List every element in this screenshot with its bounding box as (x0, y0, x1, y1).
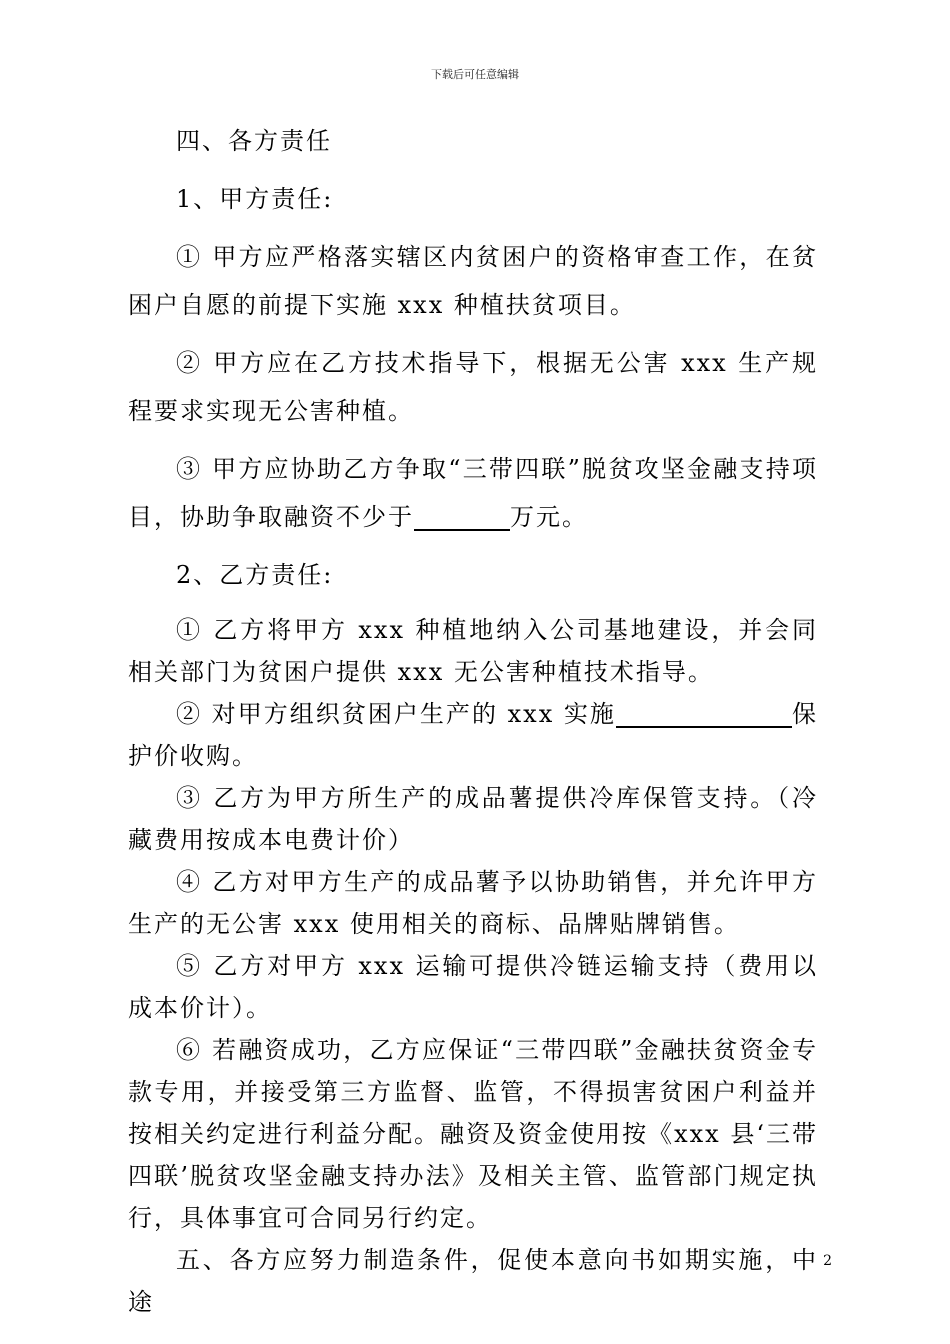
party-a-item-2: ② 甲方应在乙方技术指导下，根据无公害 xxx 生产规程要求实现无公害种植。 (128, 349, 818, 425)
party-a-item-3-suffix: 万元。 (510, 503, 588, 531)
section-heading-responsibilities: 四、各方责任 (176, 127, 332, 155)
party-b-item-4: ④ 乙方对甲方生产的成品薯予以协助销售，并允许甲方生产的无公害 xxx 使用相关的商标、品牌贴牌销售。 (128, 868, 818, 938)
document-body (128, 117, 818, 1323)
party-b-heading: 2、乙方责任: (176, 561, 334, 589)
party-b-item-1: ① 乙方将甲方 xxx 种植地纳入公司基地建设，并会同相关部门为贫困户提供 xxx 无公害种植技术指导。 (128, 616, 818, 686)
party-b-item-5: ⑤ 乙方对甲方 xxx 运输可提供冷链运输支持（费用以成本价计）。 (128, 952, 818, 1022)
amount-blank (414, 501, 510, 531)
party-a-item-1: ① 甲方应严格落实辖区内贫困户的资格审查工作，在贫困户自愿的前提下实施 xxx 种植扶贫项目。 (128, 243, 818, 319)
price-blank (616, 698, 792, 728)
party-b-item-3: ③ 乙方为甲方所生产的成品薯提供冷库保管支持。（冷藏费用按成本电费计价） (128, 784, 818, 854)
party-b-item-2 (128, 693, 818, 777)
party-a-heading: 1、甲方责任: (176, 185, 334, 213)
section-five-start: 五、各方应努力制造条件，促使本意向书如期实施，中途 (128, 1246, 818, 1316)
party-a-item-3 (128, 445, 818, 541)
header-note: 下载后可任意编辑 (431, 68, 519, 81)
page-number: 2 (823, 1253, 832, 1269)
party-b-item-6: ⑥ 若融资成功，乙方应保证“三带四联”金融扶贫资金专款专用，并接受第三方监督、监管，不得损害贫困户利益并按相关约定进行利益分配。融资及资金使用按《xxx 县‘三带四联’脱贫攻坚金融支持办法》及相关主管、监管部门规定执行，具体事宜可合同另行约定。 (128, 1036, 818, 1232)
party-b-item-2-suffix: 保护价收购。 (128, 700, 818, 770)
party-b-item-2-text: ② 对甲方组织贫困户生产的 xxx 实施 (176, 700, 616, 728)
party-a-item-3-text: ③ 甲方应协助乙方争取“三带四联”脱贫攻坚金融支持项目，协助争取融资不少于 (128, 455, 818, 531)
